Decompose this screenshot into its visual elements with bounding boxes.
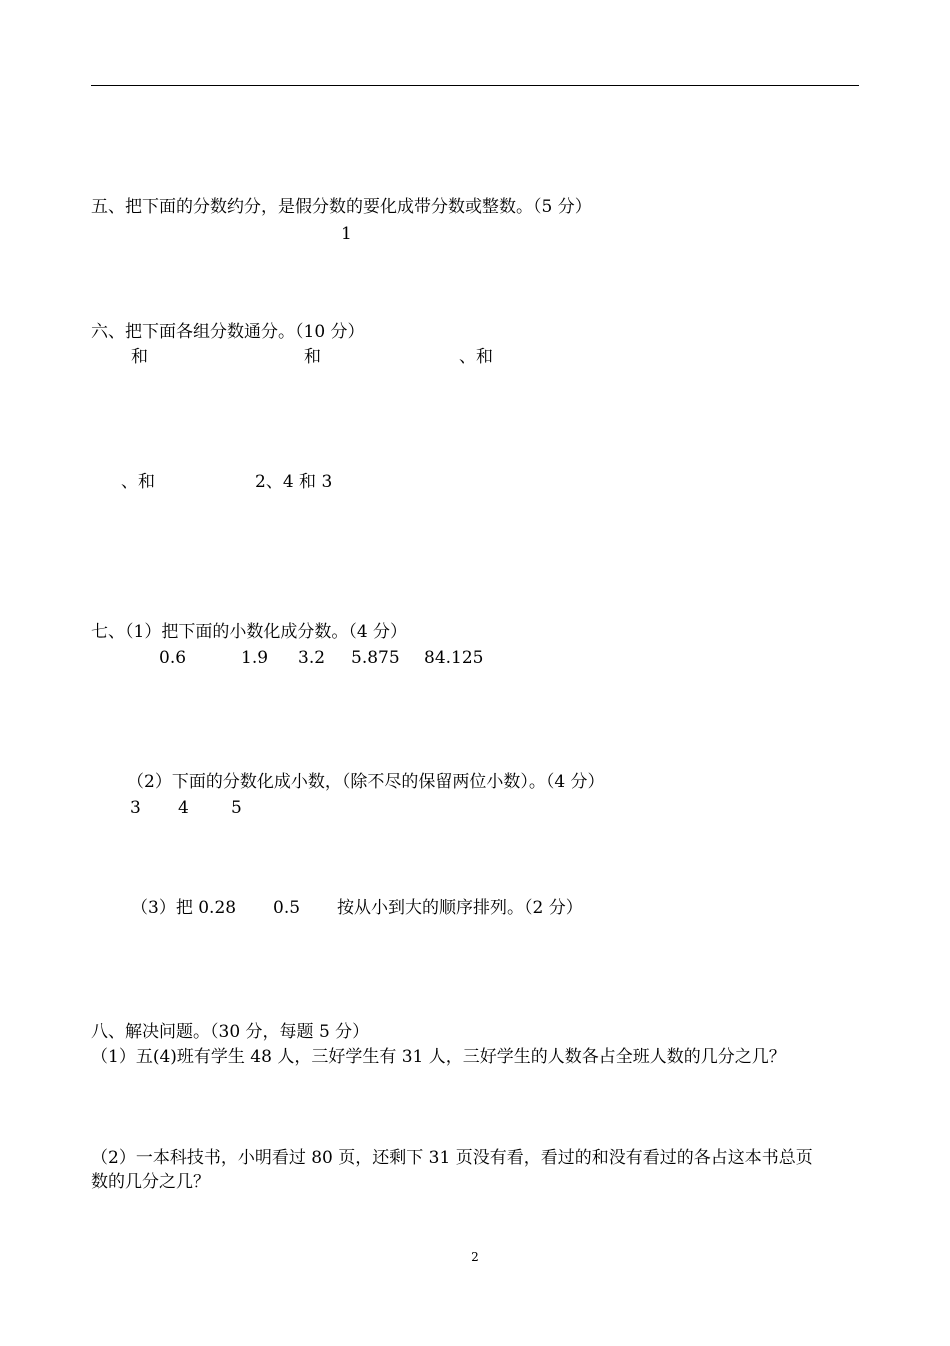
decimal-value: 0.6 — [159, 648, 187, 668]
section-8-heading: 八、解决问题。（30 分，每题 5 分） — [91, 1022, 370, 1042]
section-6-item: 、和 — [121, 472, 155, 492]
decimal-value: 5.875 — [351, 648, 400, 668]
section-6-item: 和 — [131, 347, 148, 367]
section-7-part-3-value: 0.5 — [273, 898, 301, 918]
question-2-line-2: 数的几分之几？ — [91, 1172, 210, 1192]
decimal-value: 1.9 — [241, 648, 269, 668]
section-7-part-3-suffix: 按从小到大的顺序排列。（2 分） — [337, 898, 583, 918]
section-5-item: 1 — [341, 224, 352, 244]
section-6-item: 、和 — [459, 347, 493, 367]
fraction-value: 3 — [130, 798, 141, 818]
section-7-part-2-heading: （2）下面的分数化成小数，（除不尽的保留两位小数）。（4 分） — [127, 772, 605, 792]
page-number: 2 — [471, 1250, 479, 1264]
fraction-value: 5 — [231, 798, 242, 818]
header-rule — [91, 85, 859, 86]
decimal-value: 3.2 — [298, 648, 326, 668]
question-2-line-1: （2）一本科技书，小明看过 80 页，还剩下 31 页没有看，看过的和没有看过的各占这本书总页 — [91, 1148, 813, 1168]
section-6-item: 2、4 和 3 — [255, 472, 333, 492]
section-6-heading: 六、把下面各组分数通分。（10 分） — [91, 322, 365, 342]
fraction-value: 4 — [178, 798, 189, 818]
question-1: （1）五(4)班有学生 48 人，三好学生有 31 人，三好学生的人数各占全班人数的几分之几？ — [91, 1047, 786, 1067]
section-5-heading: 五、把下面的分数约分，是假分数的要化成带分数或整数。（5 分） — [91, 197, 592, 217]
section-6-item: 和 — [304, 347, 321, 367]
decimal-value: 84.125 — [424, 648, 484, 668]
section-7-part-1-heading: 七、（1）把下面的小数化成分数。（4 分） — [91, 622, 408, 642]
section-7-part-3-prefix: （3）把 0.28 — [131, 898, 237, 918]
